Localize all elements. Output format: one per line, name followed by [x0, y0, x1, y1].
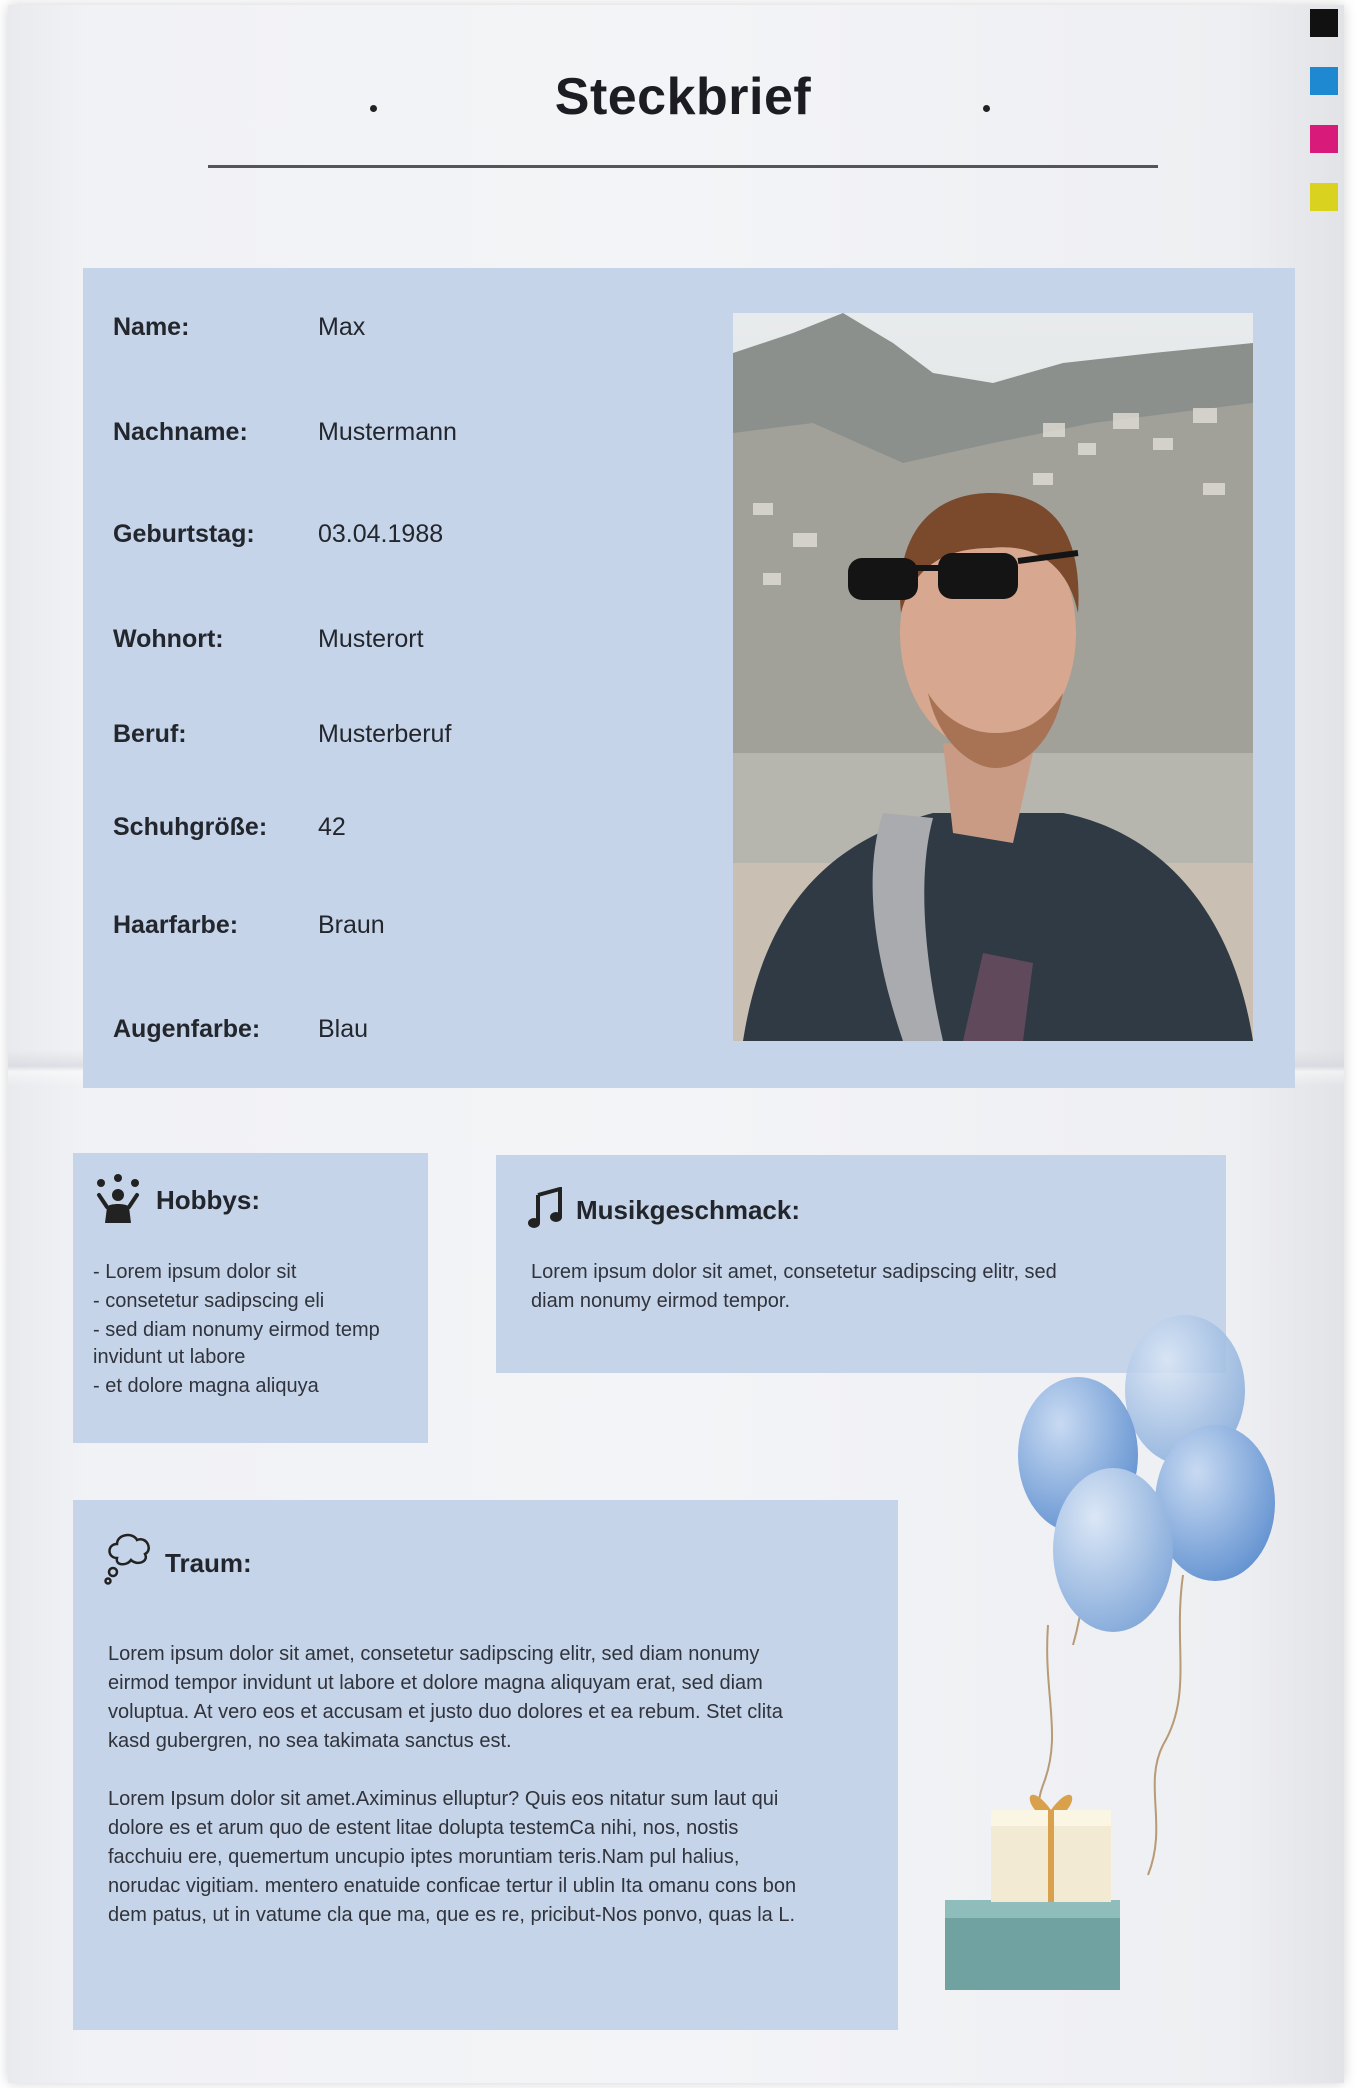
traum-card — [73, 1500, 898, 2030]
traum-paragraph: Lorem Ipsum dolor sit amet.Aximinus elluptur? Quis eos nitatur sum laut qui dolore es et arum quo de estent litae dolupta testemCa nihi, nos, nostis facchuiu ere, quemertum uncupio iptes moruntiam teris.Nam pul halius, norudac vigitiam. mentero enatuide conficae tertur il ublin Ita omanu cons bon dem patus, ut in vatume cla que ma, que es re, pricibut-Nos ponvo, quas la L. — [108, 1788, 797, 1926]
hobbys-line: invidunt ut labore — [93, 1346, 246, 1368]
musik-text: Lorem ipsum dolor sit amet, consetetur sadipscing elitr, sed diam nonumy eirmod tempor. — [531, 1261, 1057, 1312]
row-value: Musterort — [318, 625, 424, 653]
row-label: Wohnort: — [113, 625, 224, 653]
traum-title: Traum: — [165, 1548, 252, 1578]
hobbys-line: - sed diam nonumy eirmod temp — [93, 1319, 380, 1341]
row-value: Musterberuf — [318, 720, 452, 748]
row-label: Schuhgröße: — [113, 813, 268, 841]
row-value: Mustermann — [318, 418, 457, 446]
juggler-icon — [93, 1173, 143, 1225]
cmyk-mark-cyan — [1310, 67, 1338, 95]
hobbys-card — [73, 1153, 428, 1443]
music-note-icon — [528, 1187, 562, 1229]
cmyk-mark-magenta — [1310, 125, 1338, 153]
hobbys-title: Hobbys: — [156, 1185, 260, 1215]
row-label: Beruf: — [113, 720, 187, 748]
row-value: Braun — [318, 911, 385, 939]
cmyk-mark-yellow — [1310, 183, 1338, 211]
hobbys-line: - consetetur sadipscing eli — [93, 1290, 325, 1312]
cmyk-print-marks — [1310, 9, 1338, 241]
row-value: Max — [318, 313, 366, 341]
profile-photo — [733, 313, 1253, 1041]
balloons-gifts-illustration — [923, 1315, 1283, 2015]
musik-title: Musikgeschmack: — [576, 1195, 800, 1225]
row-label: Augenfarbe: — [113, 1015, 261, 1043]
hobbys-line: - Lorem ipsum dolor sit — [93, 1261, 297, 1283]
document-sheet — [8, 5, 1344, 2083]
traum-paragraph: Lorem ipsum dolor sit amet, consetetur sadipscing elitr, sed diam nonumy eirmod tempor invidunt ut labore et dolore magna aliquyam erat, sed diam voluptua. At vero eos et accusam et justo duo dolores et ea rebum. Stet clita kasd gubergren, no sea takimata sanctus est. — [108, 1643, 783, 1752]
title-rule — [208, 165, 1158, 168]
row-label: Haarfarbe: — [113, 911, 239, 939]
row-value: 42 — [318, 813, 346, 841]
row-label: Geburtstag: — [113, 520, 255, 548]
page-title: Steckbrief — [554, 68, 812, 126]
hobbys-list — [93, 1258, 423, 1401]
row-label: Nachname: — [113, 418, 248, 446]
row-value: 03.04.1988 — [318, 520, 444, 548]
profile-photo-illustration — [733, 313, 1253, 1041]
row-value: Blau — [318, 1015, 369, 1043]
cmyk-mark-black — [1310, 9, 1338, 37]
profile-panel — [83, 268, 1295, 1088]
thought-bubble-icon — [103, 1530, 155, 1585]
row-label: Name: — [113, 313, 190, 341]
hobbys-line: - et dolore magna aliquya — [93, 1375, 319, 1397]
traum-text — [108, 1640, 808, 1959]
